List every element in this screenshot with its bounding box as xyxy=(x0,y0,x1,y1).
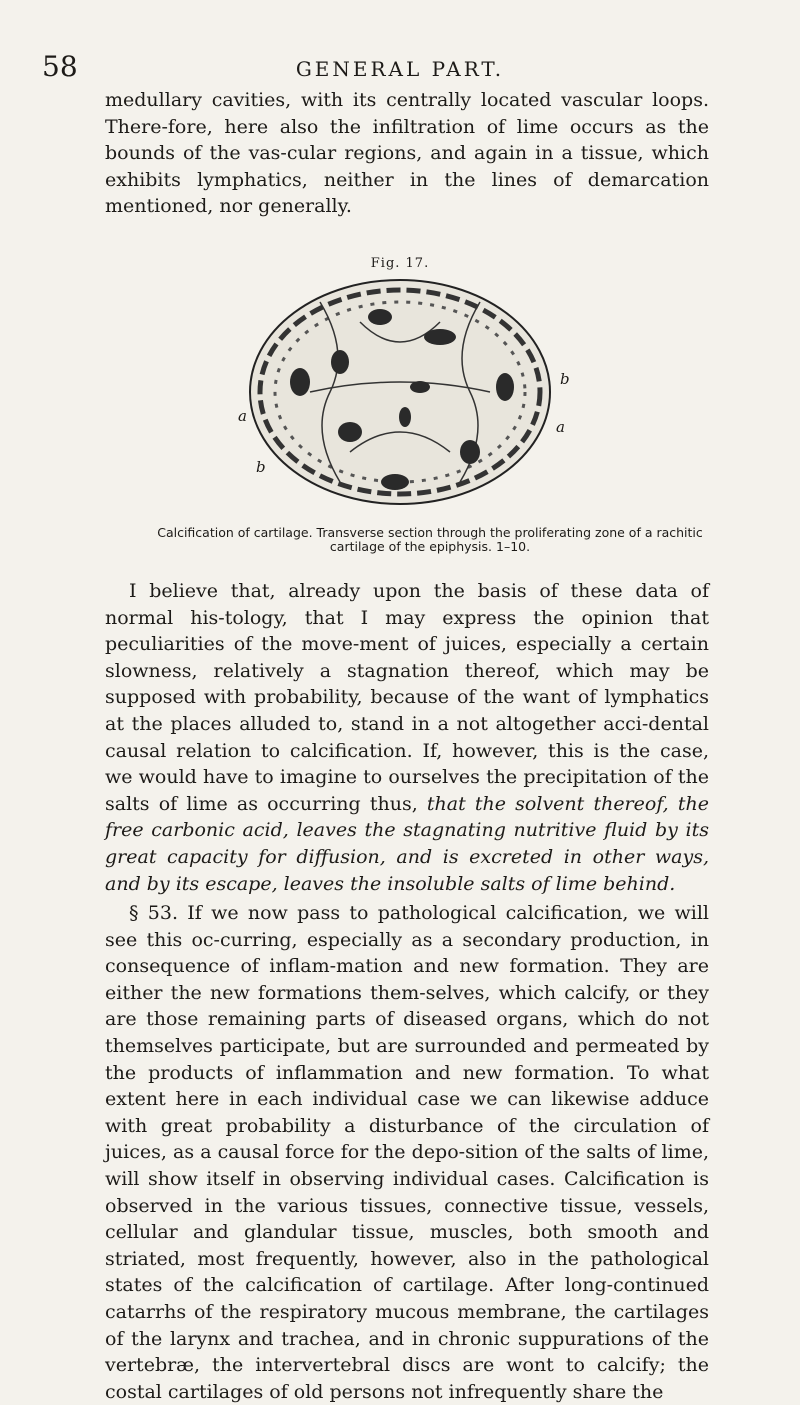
caption-line-1: Calcification of cartilage. Transverse section through the proliferating zone of a rachitic xyxy=(157,525,703,540)
paragraph-3 xyxy=(105,900,709,1405)
cartilage-illustration xyxy=(190,262,610,512)
paragraph-3-text: § 53. If we now pass to pathological calcification, we will see this oc-curring, especially as a secondary production, in consequence of inflam-mation and new formation. They are either the new formations them-selves, which calcify, or they are those remaining parts of diseased organs, which do not themselves participate, but are surrounded and permeated by the products of inflammation and new formation. To what extent here in each individual case we can likewise adduce with great probability a disturbance of the circulation of juices, as a causal force for the depo-sition of the salts of lime, will show itself in observing individual cases. Calcification is observed in the various tissues, connective tissue, vessels, cellular and glandular tissue, muscles, both smooth and striated, most frequently, however, also in the pathological states of the calcification of cartilage. After long-continued catarrhs of the respiratory mucous membrane, the cartilages of the larynx and trachea, and in chronic suppurations of the vertebræ, the intervertebral discs are wont to calcify; the costal cartilages of old persons not infrequently share the xyxy=(105,902,709,1403)
figure-label: Fig. 17. xyxy=(370,256,430,271)
label-b-left: b xyxy=(256,458,266,476)
caption-line-2: cartilage of the epiphysis. 1–10. xyxy=(329,539,531,554)
label-a-right: a xyxy=(556,418,565,436)
page-number: 58 xyxy=(42,50,78,83)
paragraph-2 xyxy=(105,578,709,897)
paragraph-1 xyxy=(105,87,709,220)
paragraph-2-plain: I believe that, already upon the basis of these data of normal his-tology, that I may express the opinion that peculiarities of the move-ment of juices, especially a certain slowness, relatively a stagnation thereof, which may be supposed with probability, because of the want of lymphatics at the places alluded to, stand in a not altogether acci-dental causal relation to calcification. If, however, this is the case, we would have to imagine to ourselves the precipitation of the salts of lime as occurring thus, xyxy=(105,580,709,815)
paragraph-2-italic: that the solvent thereof, the free carbonic acid, leaves the stagnating nutritive fluid by its great capacity for diffusion, and is excreted in other ways, and by its escape, leaves the insoluble salts of lime behind. xyxy=(105,792,709,895)
figure-cartilage-section xyxy=(190,262,610,512)
paragraph-1-text: medullary cavities, with its centrally located vascular loops. There-fore, here also the infiltration of lime occurs as the bounds of the vas-cular regions, and again in a tissue, which exhibits lymphatics, neither in the lines of demarcation mentioned, nor generally. xyxy=(105,89,709,218)
figure-caption xyxy=(150,526,710,554)
running-head: GENERAL PART. xyxy=(295,57,505,81)
label-a-left: a xyxy=(238,407,247,425)
label-b-right: b xyxy=(560,370,570,388)
